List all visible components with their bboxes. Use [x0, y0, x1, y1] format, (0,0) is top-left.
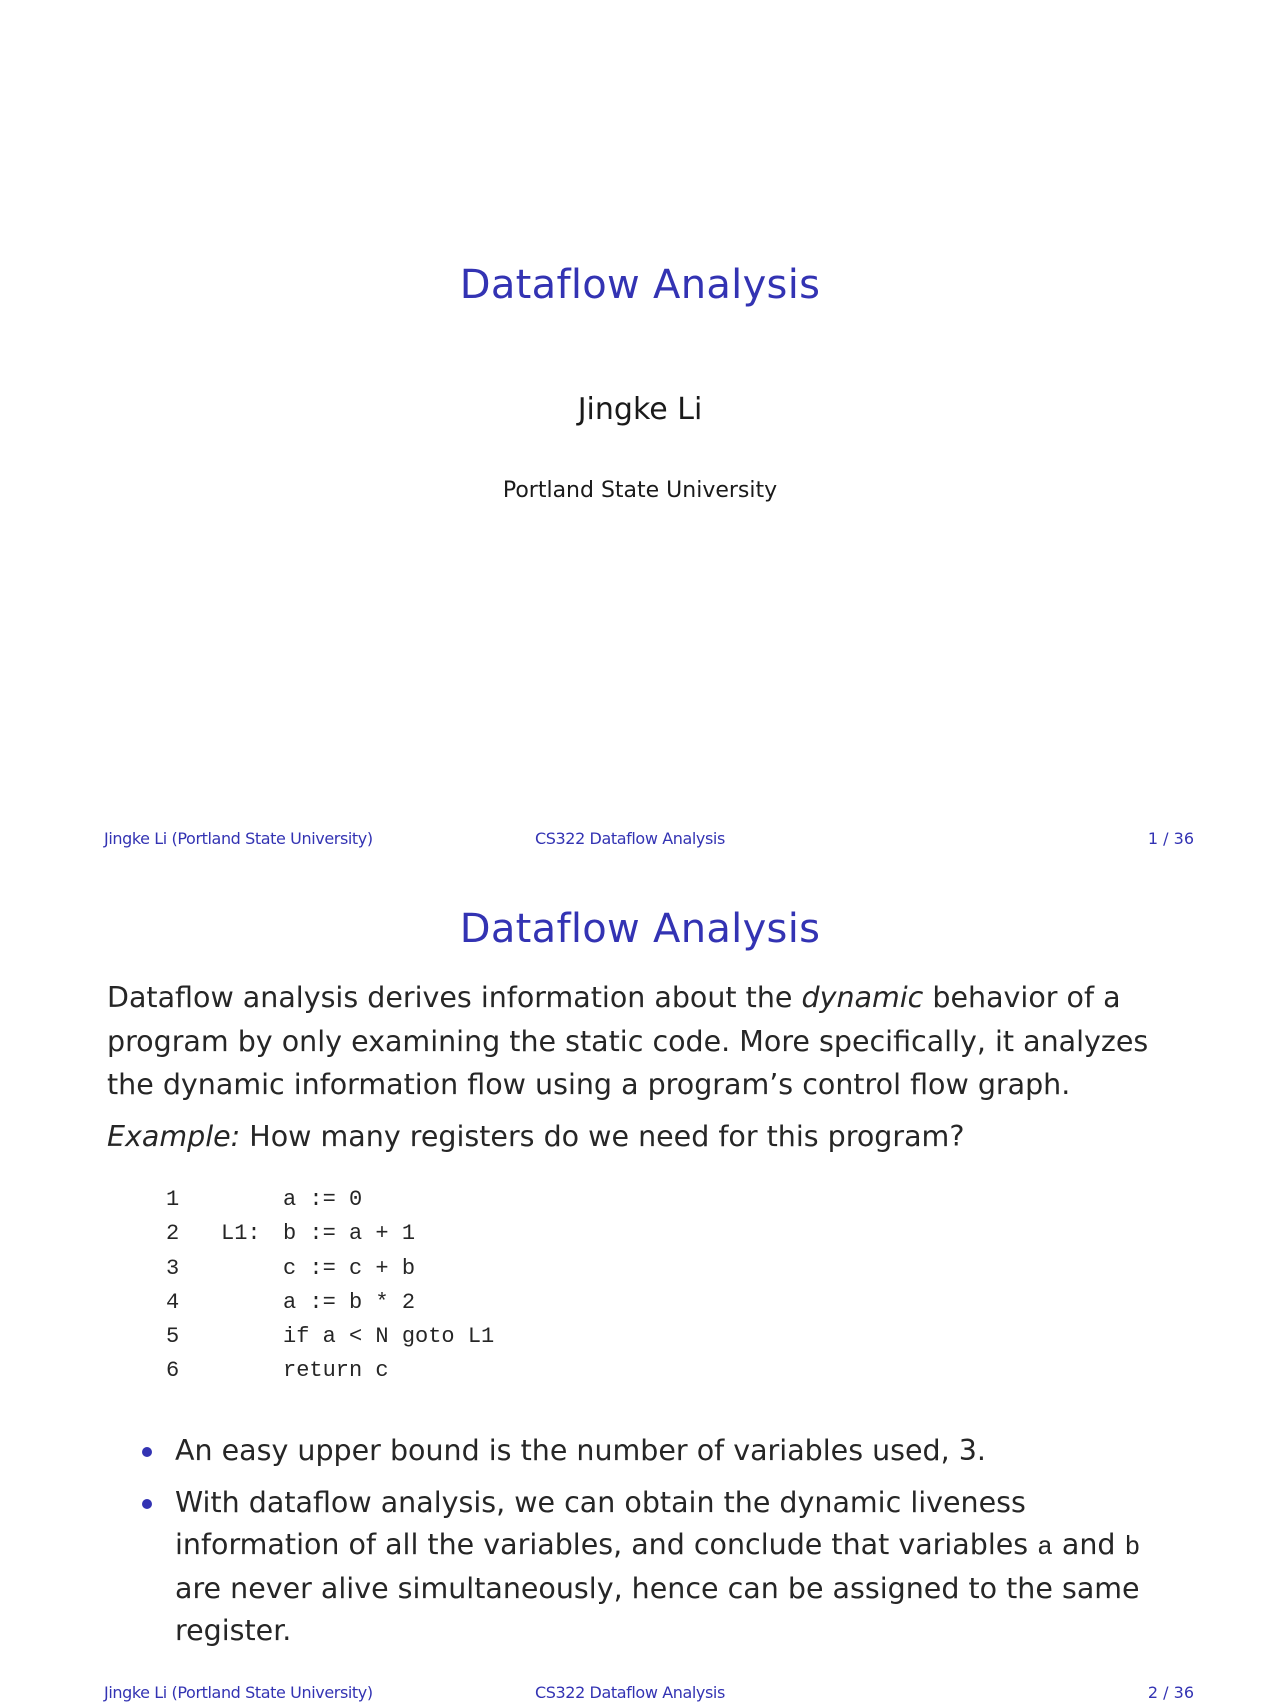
- intro-paragraph: [107, 976, 1187, 1107]
- bullet-text-end: are never alive simultaneously, hence can be assigned to the same register.: [175, 1572, 1140, 1647]
- bullet-item: [142, 1482, 1162, 1652]
- bullet-icon: [142, 1499, 152, 1509]
- code-statement: return c: [283, 1358, 389, 1384]
- line-number: 4: [166, 1289, 180, 1315]
- code-label: L1:: [221, 1221, 261, 1247]
- code-statement: c := c + b: [283, 1255, 416, 1281]
- footer-course-title: CS322 Dataflow Analysis: [535, 829, 725, 848]
- example-label: Example:: [107, 1120, 241, 1153]
- footer-page-number: 2 / 36: [1147, 1683, 1194, 1702]
- line-number: 6: [166, 1358, 180, 1384]
- bullet-text-mid: and: [1052, 1528, 1125, 1561]
- bullet-icon: [142, 1447, 152, 1457]
- example-text: How many registers do we need for this program?: [240, 1120, 965, 1153]
- slide-footer: [0, 1683, 1280, 1705]
- slide-title: Dataflow Analysis: [459, 262, 821, 308]
- bullet-item: [142, 1430, 1162, 1472]
- footer-author: Jingke Li (Portland State University): [104, 829, 373, 848]
- footer-author: Jingke Li (Portland State University): [104, 1683, 373, 1702]
- code-statement: a := 0: [283, 1187, 363, 1212]
- variable-a: a: [1037, 1532, 1053, 1562]
- affiliation: Portland State University: [502, 478, 778, 503]
- code-statement: if a < N goto L1: [283, 1324, 495, 1350]
- variable-b: b: [1124, 1532, 1141, 1562]
- bullet-text: With dataflow analysis, we can obtain the dynamic liveness information of all the variables, and conclude that variables: [175, 1486, 1038, 1561]
- code-statement: b := a + 1: [283, 1221, 416, 1247]
- line-number: 2: [166, 1221, 180, 1247]
- slide-footer: [0, 829, 1280, 851]
- author-name: Jingke Li: [577, 392, 703, 427]
- slide-title: Dataflow Analysis: [459, 906, 821, 952]
- slide-2: [0, 860, 1280, 1707]
- paragraph-text: Dataflow analysis derives information about the: [107, 981, 802, 1014]
- line-number: 5: [166, 1324, 180, 1350]
- footer-course-title: CS322 Dataflow Analysis: [535, 1683, 725, 1702]
- line-number: 1: [166, 1187, 180, 1212]
- emphasis-dynamic: dynamic: [801, 981, 924, 1014]
- footer-page-number: 1 / 36: [1147, 829, 1194, 848]
- paragraph-text-cont: behavior of a program by only examining the static code. More specifically, it analyzes the dynamic information flow using a program’s control flow graph.: [107, 981, 1149, 1101]
- bullet-list: [142, 1430, 1162, 1662]
- code-statement: a := b * 2: [283, 1289, 416, 1315]
- bullet-text: An easy upper bound is the number of variables used, 3.: [175, 1434, 986, 1467]
- line-number: 3: [166, 1255, 180, 1281]
- example-question: [107, 1120, 964, 1153]
